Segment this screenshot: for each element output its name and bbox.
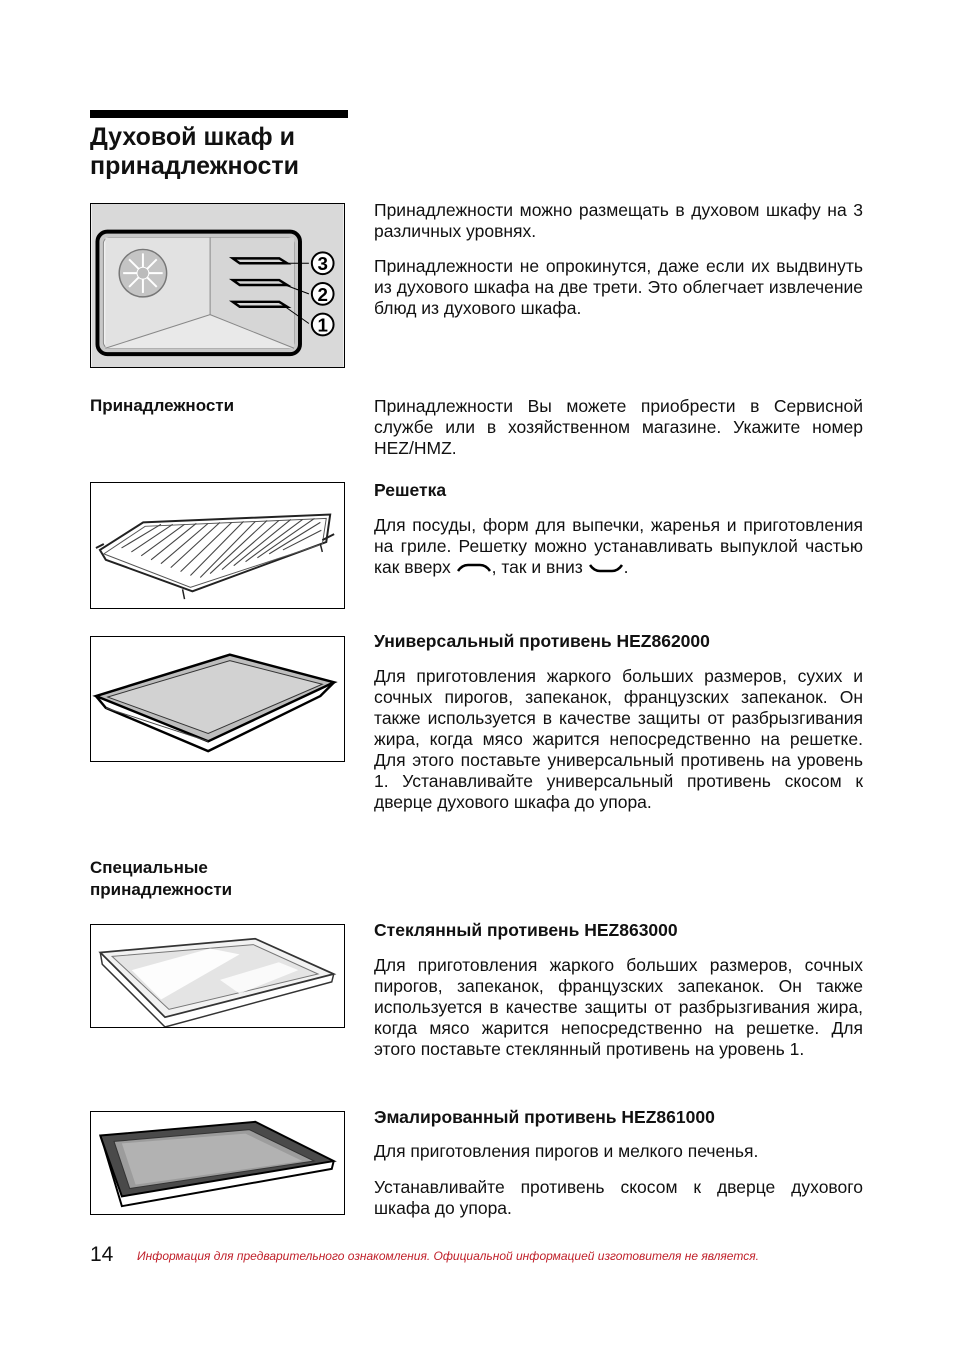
intro-paragraph-1: Принадлежности можно размещать в духовом шкафу на 3 различных уровнях. [374,200,863,241]
title-rule [90,110,348,118]
page-number: 14 [90,1243,114,1266]
rack-paragraph [374,515,863,578]
special-heading-line-1: Специальные [90,858,208,877]
level-label-2: 2 [317,283,328,305]
universal-tray-paragraph: Для приготовления жаркого больших размеров, сухих и сочных пирогов, запеканок, французских запеканок. Он также используется в качестве защиты от разбрызгивания жира, когда мясо жарится непосредственно на решетке. Для этого поставьте универсальный противень на уровень 1. Устанавливайте универсальный противень скосом к дверце духового шкафа до упора. [374,666,863,812]
glass-tray-title: Стеклянный противень HEZ863000 [374,920,678,940]
universal-tray-figure [90,636,345,762]
level-label-3: 3 [317,253,328,275]
enamel-tray-figure [90,1111,345,1215]
rack-text-before: Для посуды, форм для выпечки, жаренья и приготовления на гриле. Решетку можно устанавливать выпуклой частью как вверх [374,515,863,577]
special-accessories-heading [90,857,232,901]
rack-up-icon [456,562,492,574]
footer-disclaimer: Информация для предварительного ознакомления. Официальной информацией изготовителя не является. [137,1249,759,1263]
page-title [90,123,299,181]
accessories-heading: Принадлежности [90,396,235,415]
rack-text-end: . [623,557,629,577]
intro-paragraph-2: Принадлежности не опрокинутся, даже если их выдвинуть из духового шкафа на две трети. Это облегчает извлечение блюд из духового шкафа. [374,256,863,318]
glass-tray-figure [90,924,345,1028]
title-line-1: Духовой шкаф и [90,123,295,151]
rack-title: Решетка [374,480,447,500]
enamel-tray-paragraph-2: Устанавливайте противень скосом к дверце духового шкафа до упора. [374,1177,863,1218]
enamel-tray-paragraph-1: Для приготовления пирогов и мелкого печенья. [374,1141,759,1161]
rack-down-icon [588,562,624,574]
accessories-paragraph: Принадлежности Вы можете приобрести в Сервисной службе или в хозяйственном магазине. Укажите номер HEZ/HMZ. [374,396,863,458]
level-label-1: 1 [317,314,328,336]
title-line-2: принадлежности [90,152,300,180]
universal-tray-title: Универсальный противень HEZ862000 [374,631,710,651]
rack-text-middle: , так и вниз [491,557,583,577]
glass-tray-paragraph: Для приготовления жаркого больших размеров, сочных пирогов, запеканок, французских запеканок. Он также используется в качестве защиты от разбрызгивания жира, когда мясо жарится непосредственно на решетке. Для этого поставьте стеклянный противень на уровень 1. [374,955,863,1059]
rack-figure [90,482,345,609]
special-heading-line-2: принадлежности [90,880,233,899]
enamel-tray-title: Эмалированный противень HEZ861000 [374,1107,715,1127]
oven-levels-figure [90,203,345,368]
